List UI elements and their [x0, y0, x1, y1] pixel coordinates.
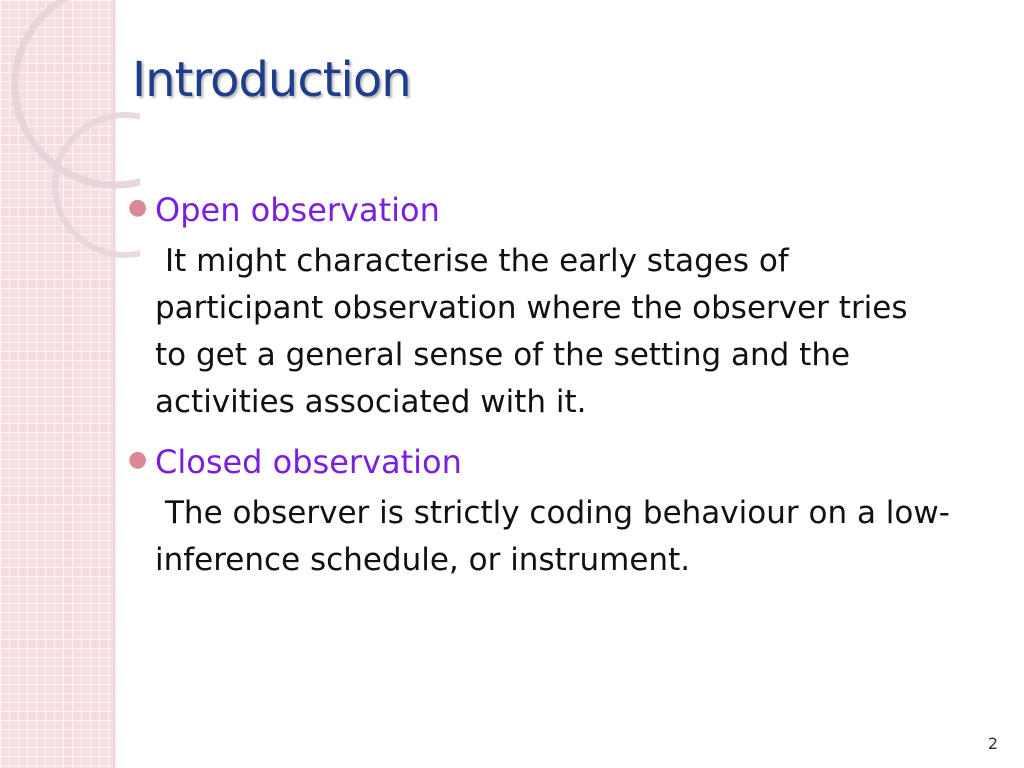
- slide-content: [128, 188, 988, 584]
- item-heading: Open observation: [155, 191, 440, 229]
- item-body: The observer is strictly coding behaviour on a low-inference schedule, or instrument.: [155, 495, 950, 578]
- bullet-item-closed-observation: [128, 440, 988, 584]
- item-heading: Closed observation: [155, 443, 462, 481]
- bullet-item-open-observation: [128, 188, 988, 426]
- bullet-dot-icon: ●: [128, 447, 148, 472]
- item-body: It might characterise the early stages of participant observation where the observer tries to get a general sense of the setting and the activities associated with it.: [155, 243, 908, 420]
- slide-title: Introduction: [132, 52, 411, 108]
- slide-number: 2: [987, 734, 998, 753]
- bullet-dot-icon: ●: [128, 195, 148, 220]
- decorative-rings: [0, 0, 140, 260]
- upper-ring: [15, 0, 140, 185]
